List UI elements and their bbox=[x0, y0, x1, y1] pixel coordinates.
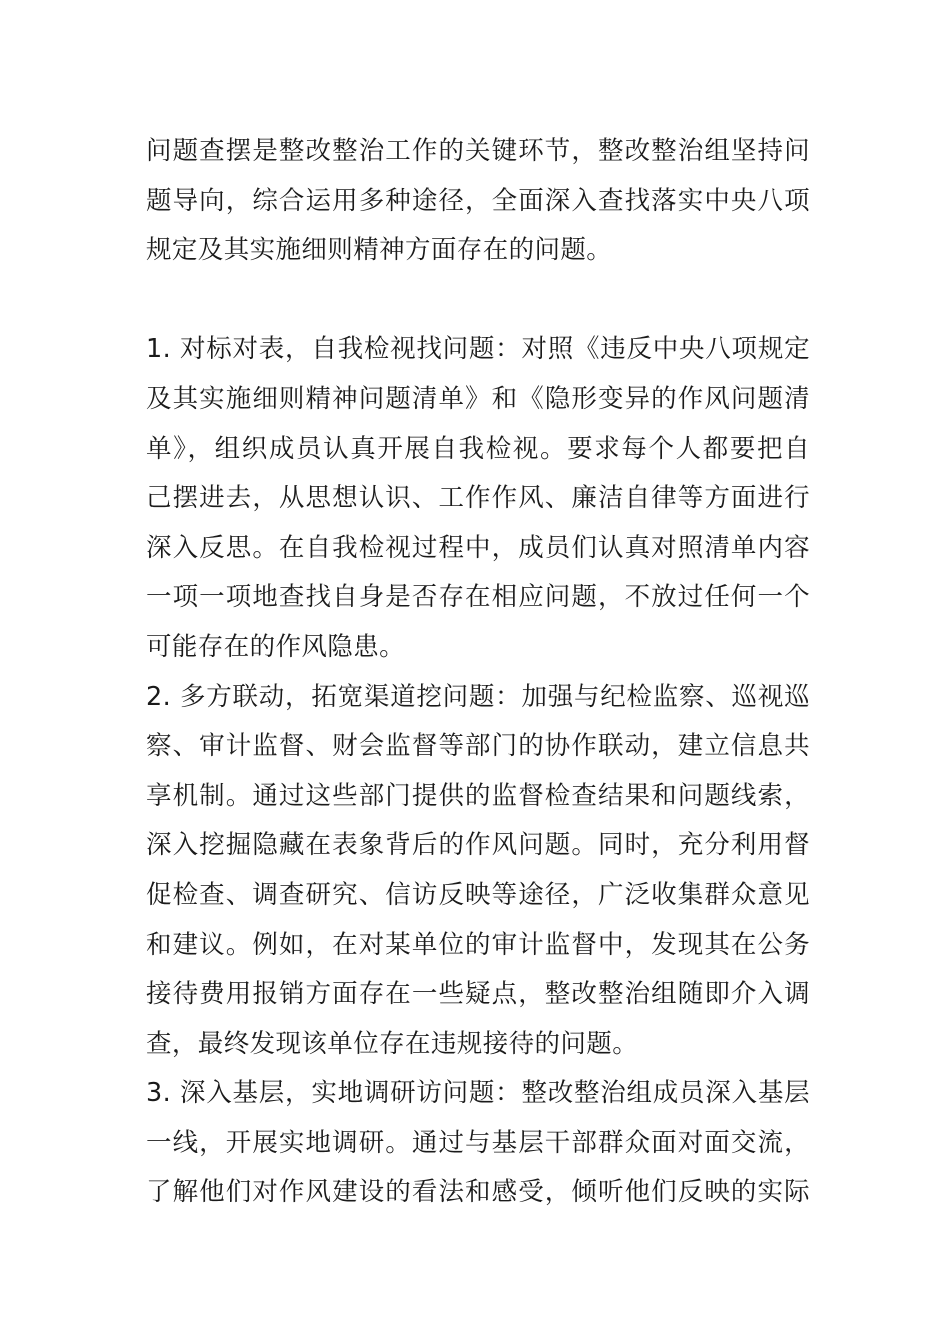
text-line: 了解他们对作风建设的看法和感受，倾听他们反映的实际 bbox=[146, 1177, 810, 1208]
text-line: 己摆进去，从思想认识、工作作风、廉洁自律等方面进行 bbox=[146, 483, 810, 514]
text-line: 接待费用报销方面存在一些疑点，整改整治组随即介入调 bbox=[146, 979, 810, 1010]
text-line: 可能存在的作风隐患。 bbox=[146, 631, 406, 662]
item-2-paragraph bbox=[146, 673, 810, 1070]
text-line: 及其实施细则精神问题清单》和《隐形变异的作风问题清 bbox=[146, 383, 810, 414]
text-line: 问题查摆是整改整治工作的关键环节，整改整治组坚持问 bbox=[146, 136, 810, 166]
text-line: 单》，组织成员认真开展自我检视。要求每个人都要把自 bbox=[146, 433, 810, 464]
item-1-paragraph bbox=[146, 325, 810, 672]
document-body bbox=[146, 127, 810, 1218]
item-3-paragraph bbox=[146, 1069, 810, 1218]
text-line: 题导向，综合运用多种途径，全面深入查找落实中央八项 bbox=[146, 185, 810, 216]
paragraph-spacer bbox=[146, 276, 810, 326]
text-line: 3. 深入基层，实地调研访问题：整改整治组成员深入基层 bbox=[146, 1078, 810, 1109]
text-line: 查，最终发现该单位存在违规接待的问题。 bbox=[146, 1028, 639, 1059]
text-line: 和建议。例如，在对某单位的审计监督中，发现其在公务 bbox=[146, 929, 810, 960]
text-line: 察、审计监督、财会监督等部门的协作联动，建立信息共 bbox=[146, 731, 810, 762]
text-line: 享机制。通过这些部门提供的监督检查结果和问题线索， bbox=[146, 780, 810, 811]
text-line: 规定及其实施细则精神方面存在的问题。 bbox=[146, 235, 613, 266]
text-line: 1. 对标对表，自我检视找问题：对照《违反中央八项规定 bbox=[146, 334, 810, 365]
text-line: 深入挖掘隐藏在表象背后的作风问题。同时，充分利用督 bbox=[146, 830, 810, 861]
text-line: 深入反思。在自我检视过程中，成员们认真对照清单内容 bbox=[146, 532, 810, 563]
text-line: 一线，开展实地调研。通过与基层干部群众面对面交流， bbox=[146, 1127, 810, 1158]
text-line: 促检查、调查研究、信访反映等途径，广泛收集群众意见 bbox=[146, 879, 810, 910]
text-line: 2. 多方联动，拓宽渠道挖问题：加强与纪检监察、巡视巡 bbox=[146, 681, 810, 712]
text-line: 一项一项地查找自身是否存在相应问题，不放过任何一个 bbox=[146, 582, 810, 613]
intro-paragraph bbox=[146, 127, 810, 276]
